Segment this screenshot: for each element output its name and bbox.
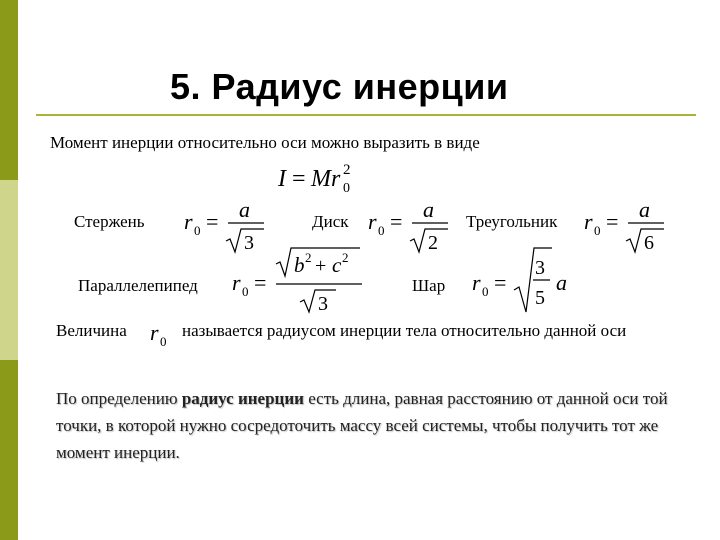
sidebar-segment-middle [0, 180, 18, 360]
formula-disk [368, 196, 454, 256]
svg-text:r: r [184, 209, 193, 234]
svg-text:r: r [472, 270, 481, 295]
title-underline [36, 114, 696, 116]
svg-text:5: 5 [535, 287, 545, 309]
svg-text:3: 3 [244, 232, 254, 254]
svg-text:Mr: Mr [311, 166, 341, 192]
svg-text:a: a [556, 270, 567, 295]
svg-text:+: + [315, 255, 327, 277]
svg-text:2: 2 [305, 250, 312, 265]
svg-text:a: a [639, 197, 650, 222]
svg-text:b: b [294, 253, 305, 277]
svg-text:=: = [390, 209, 403, 234]
svg-text:2: 2 [428, 232, 438, 254]
formula-triangle [584, 196, 670, 256]
label-disk: Диск [312, 212, 349, 231]
svg-text:0: 0 [194, 223, 201, 238]
svg-text:2: 2 [342, 250, 349, 265]
svg-text:0: 0 [482, 284, 489, 299]
svg-text:=: = [292, 166, 306, 192]
svg-text:=: = [206, 209, 219, 234]
label-rod: Стержень [74, 212, 145, 231]
definition-paragraph [56, 385, 676, 466]
sidebar-segment-top [0, 0, 18, 180]
svg-text:0: 0 [242, 284, 249, 299]
formula-moment [278, 160, 368, 196]
svg-text:r: r [584, 209, 593, 234]
svg-text:a: a [423, 197, 434, 222]
svg-text:c: c [332, 253, 342, 277]
svg-text:I: I [278, 166, 286, 192]
intro-text: Момент инерции относительно оси можно выразить в виде [50, 133, 480, 152]
svg-text:0: 0 [378, 223, 385, 238]
label-parallelepiped: Параллелепипед [78, 276, 198, 295]
label-ball: Шар [412, 276, 446, 295]
svg-text:=: = [254, 270, 267, 295]
formula-parallelepiped [232, 242, 368, 316]
slide-title: 5. Радиус инерции [170, 66, 509, 107]
label-triangle: Треугольник [466, 212, 558, 231]
symbol-r0 [150, 318, 180, 348]
label-called: называется радиусом инерции тела относительно данной оси [182, 321, 627, 340]
svg-text:3: 3 [318, 293, 328, 315]
svg-text:r: r [232, 270, 241, 295]
svg-text:3: 3 [535, 257, 545, 279]
label-quantity: Величина [56, 321, 127, 340]
definition-prefix: По определению [56, 389, 182, 408]
svg-text:a: a [239, 197, 250, 222]
svg-text:0: 0 [160, 334, 167, 348]
svg-text:0: 0 [343, 181, 350, 196]
svg-text:r: r [368, 209, 377, 234]
svg-text:0: 0 [594, 223, 601, 238]
svg-text:r: r [150, 320, 159, 345]
definition-suffix: есть длина, равная расстоянию от данной оси той точки, в которой нужно сосредоточить массу всей системы, чтобы получить тот же момент инерции. [56, 389, 668, 462]
definition-term: радиус инерции [181, 389, 304, 408]
sidebar-segment-bottom [0, 360, 18, 540]
svg-text:2: 2 [343, 162, 351, 178]
svg-text:6: 6 [644, 232, 654, 254]
formula-ball [472, 244, 582, 316]
svg-text:=: = [606, 209, 619, 234]
svg-text:=: = [494, 270, 507, 295]
